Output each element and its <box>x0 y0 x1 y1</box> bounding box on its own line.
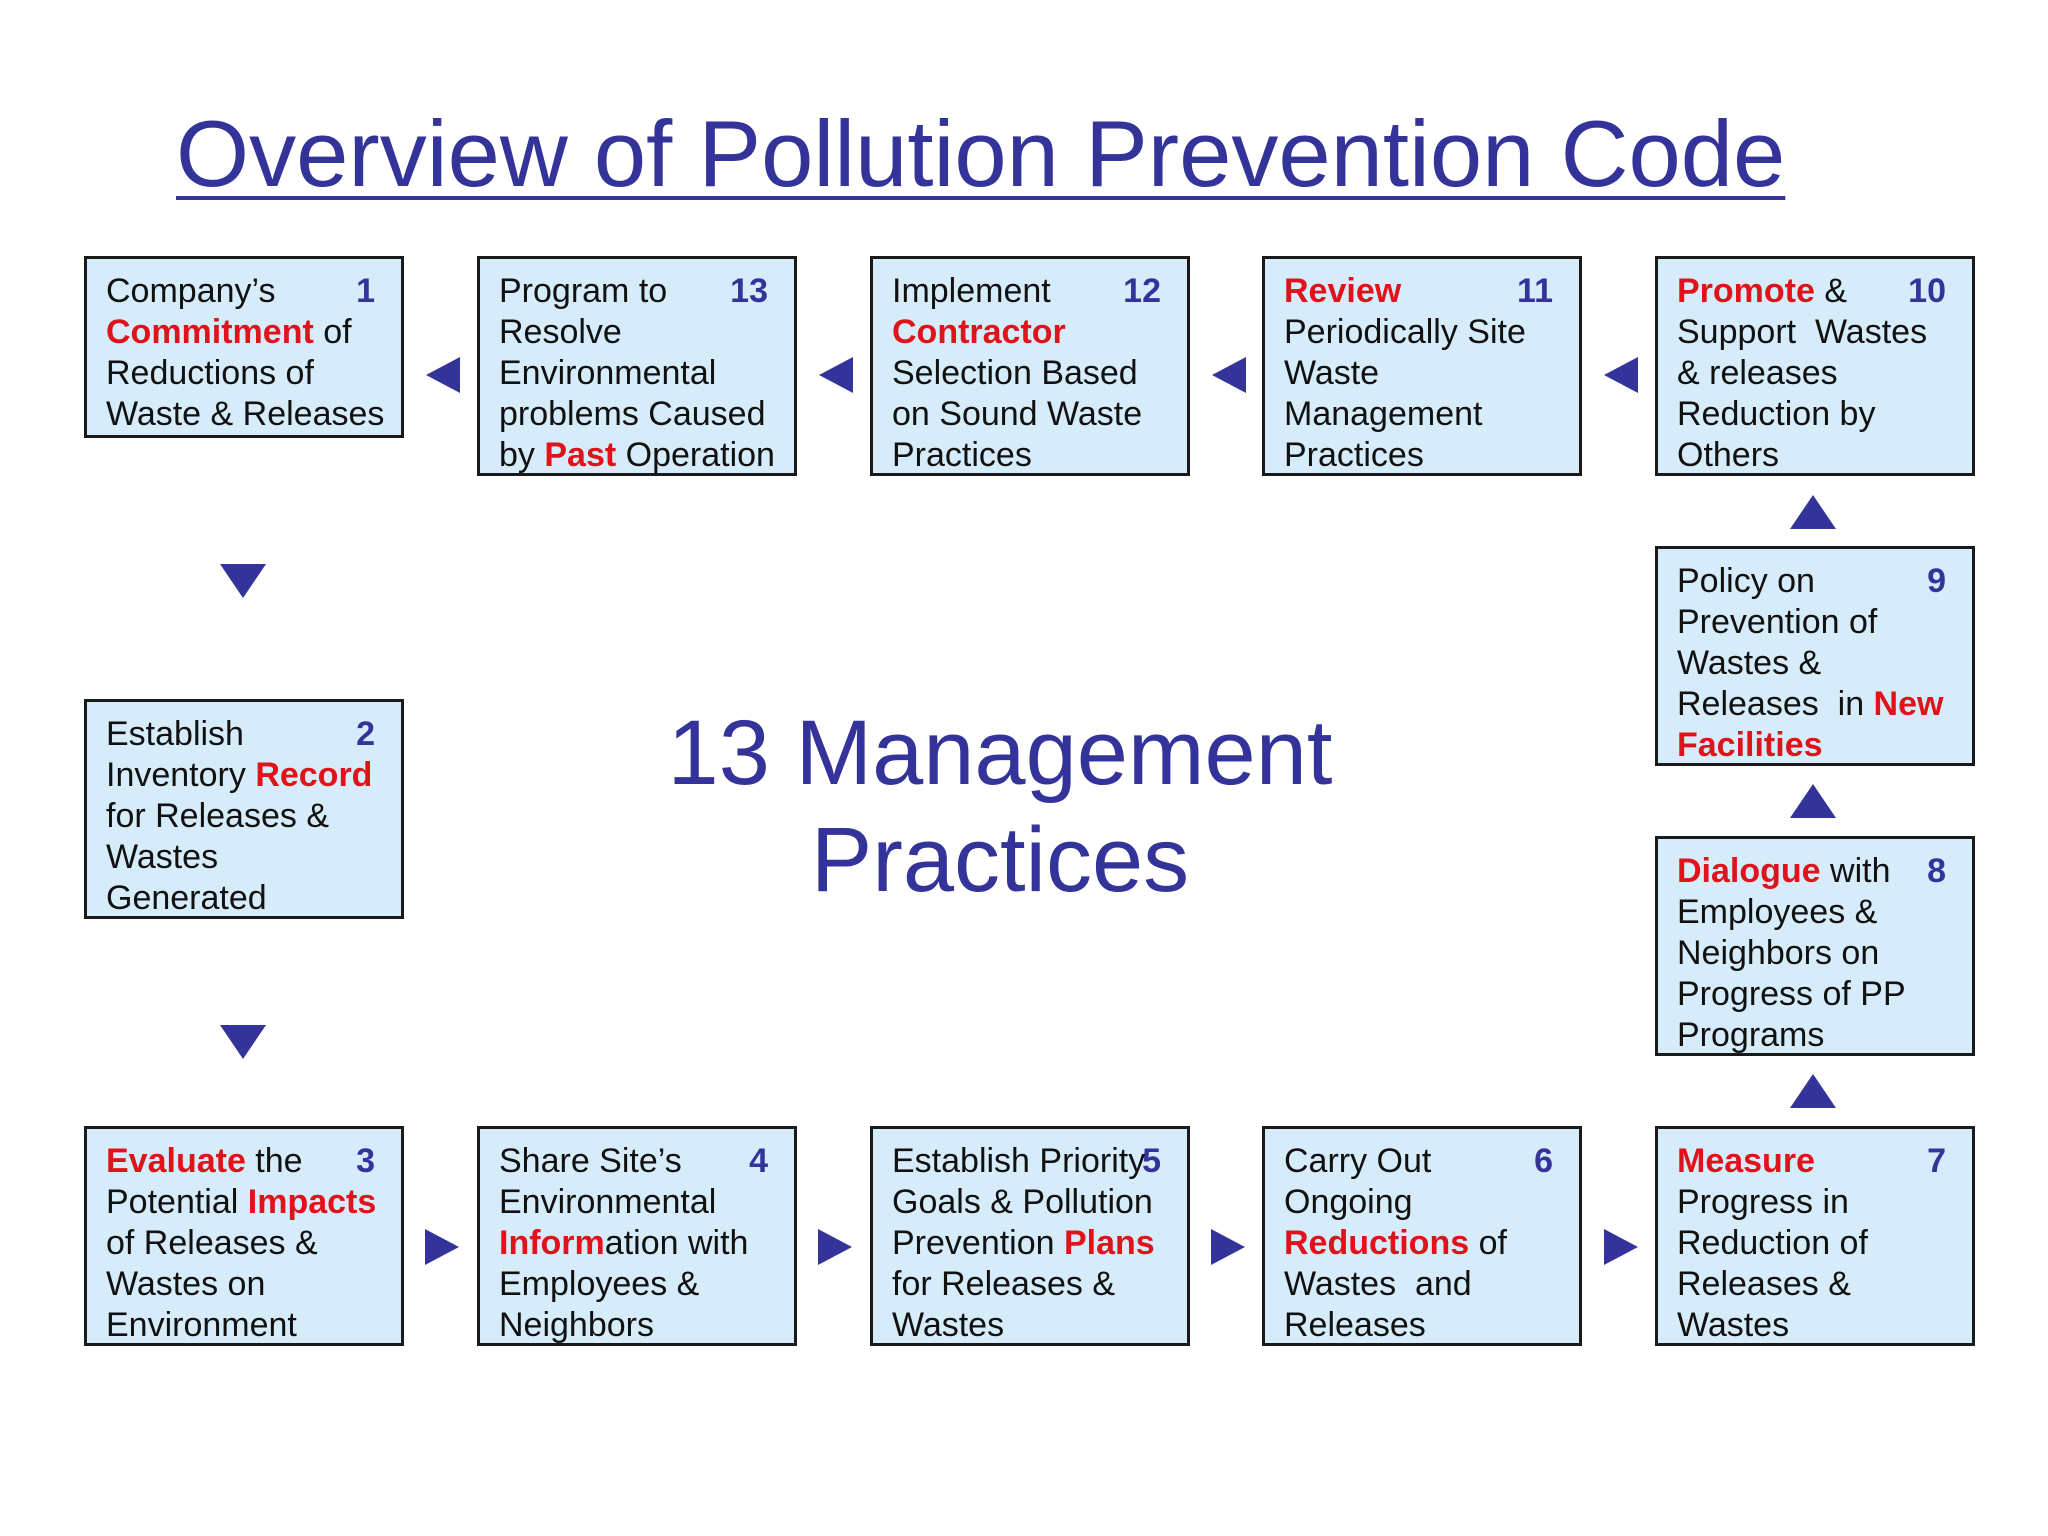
step-text-segment: Implement <box>892 272 1051 310</box>
step-text-line <box>892 1141 1179 1182</box>
step-text-line <box>499 394 786 435</box>
step-text-line <box>1677 851 1964 892</box>
step-text-line <box>892 1223 1179 1264</box>
step-text-line <box>106 1223 393 1264</box>
arrow-right-icon <box>1211 1229 1245 1265</box>
step-text-line <box>892 1182 1179 1223</box>
arrow-left-icon <box>426 357 460 393</box>
step-keyword: Plans <box>1064 1224 1155 1262</box>
step-text-line <box>106 1141 393 1182</box>
step-text-segment: Operation <box>616 436 775 474</box>
step-keyword: Contractor <box>892 313 1066 351</box>
step-box-11 <box>1262 256 1582 476</box>
step-text-line <box>106 796 393 837</box>
step-text-segment: the <box>245 1142 303 1180</box>
step-text-segment: by <box>499 436 545 474</box>
step-keyword: Facilities <box>1677 726 1823 764</box>
step-text-line <box>106 1264 393 1305</box>
step-keyword: Review <box>1284 272 1402 310</box>
step-text-segment: Program to <box>499 272 668 310</box>
step-keyword: Measure <box>1677 1142 1815 1180</box>
step-box-9 <box>1655 546 1975 766</box>
step-text-segment: Wastes on <box>106 1265 266 1303</box>
step-text-line <box>1284 1305 1571 1346</box>
step-text-segment: Potential <box>106 1183 248 1221</box>
step-keyword: Past <box>544 436 617 474</box>
step-text-segment: Selection Based <box>892 354 1138 392</box>
step-box-5 <box>870 1126 1190 1346</box>
step-text-line <box>499 1264 786 1305</box>
step-text-segment: Wastes & <box>1677 644 1822 682</box>
step-box-7 <box>1655 1126 1975 1346</box>
step-text-line <box>1677 353 1964 394</box>
step-text-line <box>892 271 1179 312</box>
step-text-line <box>499 1223 786 1264</box>
step-text-line <box>106 878 393 919</box>
step-keyword: Impacts <box>247 1183 377 1221</box>
step-text-segment: Employees & <box>499 1265 700 1303</box>
step-text-line <box>1677 725 1964 766</box>
page-title: Overview of Pollution Prevention Code <box>176 101 1786 206</box>
center-label-line-1: 13 Management <box>667 702 1333 804</box>
step-text-segment: Periodically Site <box>1284 313 1526 351</box>
step-number: 4 <box>749 1142 768 1180</box>
step-keyword: Dialogue <box>1677 852 1821 890</box>
arrow-up-icon <box>1790 495 1836 529</box>
step-number: 11 <box>1517 272 1553 310</box>
step-number: 3 <box>356 1142 375 1180</box>
step-text-line <box>499 312 786 353</box>
step-text <box>1284 1141 1571 1346</box>
step-text-line <box>1284 1141 1571 1182</box>
arrow-left-icon <box>1212 357 1246 393</box>
step-number: 2 <box>356 715 375 753</box>
step-text-segment: Reduction of <box>1677 1224 1868 1262</box>
step-text-line <box>499 1305 786 1346</box>
step-number: 8 <box>1927 852 1946 890</box>
step-text-line <box>499 1182 786 1223</box>
step-text-segment: Waste <box>1284 354 1380 392</box>
step-text-line <box>499 353 786 394</box>
step-number: 12 <box>1123 272 1161 310</box>
step-text-segment: Goals & Pollution <box>892 1183 1153 1221</box>
step-text-line <box>892 1305 1179 1346</box>
step-keyword: Reductions <box>1284 1224 1470 1262</box>
step-text-segment: Wastes and <box>1284 1265 1472 1303</box>
step-text-line <box>1677 561 1964 602</box>
step-text-segment: Releases & <box>1677 1265 1851 1303</box>
arrow-right-icon <box>425 1229 459 1265</box>
step-text-line <box>106 1182 393 1223</box>
step-text-line <box>1677 643 1964 684</box>
step-text-segment: Wastes <box>892 1306 1005 1344</box>
step-text-line <box>892 312 1179 353</box>
step-box-6 <box>1262 1126 1582 1346</box>
step-text-segment: Carry Out <box>1284 1142 1432 1180</box>
arrow-right-icon <box>1604 1229 1638 1265</box>
arrow-down-icon <box>220 564 266 598</box>
step-number: 7 <box>1927 1142 1946 1180</box>
step-text-line <box>1284 271 1571 312</box>
step-text-segment: Reduction by <box>1677 395 1876 433</box>
step-text-line <box>892 353 1179 394</box>
step-text-segment: Environmental <box>499 354 717 392</box>
step-text-line <box>106 312 393 353</box>
step-text-segment: with <box>1820 852 1891 890</box>
step-text-segment: Neighbors on <box>1677 934 1880 972</box>
step-text-segment: Releases in <box>1677 685 1874 723</box>
step-text-line <box>499 435 786 476</box>
step-text-segment: Inventory <box>106 756 256 794</box>
step-text-line <box>499 271 786 312</box>
step-text-segment: Others <box>1677 436 1780 474</box>
step-text-segment: Policy on <box>1677 562 1815 600</box>
step-text-line <box>1677 933 1964 974</box>
step-text-line <box>1284 312 1571 353</box>
step-keyword: New <box>1873 685 1944 723</box>
step-text-line <box>106 394 393 435</box>
step-text-line <box>892 394 1179 435</box>
step-keyword: Evaluate <box>106 1142 246 1180</box>
step-text-segment: Employees & <box>1677 893 1878 931</box>
step-keyword: Inform <box>499 1224 605 1262</box>
step-text-line <box>1677 684 1964 725</box>
step-keyword: Promote <box>1677 272 1815 310</box>
step-text-line <box>1677 602 1964 643</box>
arrow-up-icon <box>1790 784 1836 818</box>
step-box-8 <box>1655 836 1975 1056</box>
step-text-segment: & <box>1814 272 1848 310</box>
step-box-2 <box>84 699 404 919</box>
step-text-segment: Wastes <box>1677 1306 1790 1344</box>
step-text-segment: Prevention <box>892 1224 1064 1262</box>
step-text <box>106 1141 393 1346</box>
step-text-segment: for Releases & <box>892 1265 1115 1303</box>
step-text <box>892 271 1179 476</box>
step-number: 1 <box>356 272 375 310</box>
step-text-line <box>106 271 393 312</box>
step-text-line <box>499 1141 786 1182</box>
step-keyword: Commitment <box>106 313 314 351</box>
step-text-segment: Establish Priority <box>892 1142 1146 1180</box>
step-text-line <box>1284 1264 1571 1305</box>
step-text-segment: Practices <box>892 436 1032 474</box>
step-text-line <box>1677 271 1964 312</box>
step-text <box>1677 271 1964 476</box>
step-number: 6 <box>1534 1142 1553 1180</box>
step-text-line <box>106 755 393 796</box>
step-text-segment: Resolve <box>499 313 622 351</box>
step-text-line <box>106 714 393 755</box>
arrow-down-icon <box>220 1025 266 1059</box>
step-number: 13 <box>730 272 768 310</box>
step-text-line <box>1677 435 1964 476</box>
step-text <box>1677 561 1964 766</box>
step-text-segment: on Sound Waste <box>892 395 1143 433</box>
step-text <box>892 1141 1179 1346</box>
step-box-10 <box>1655 256 1975 476</box>
step-text-line <box>1284 1182 1571 1223</box>
step-text <box>106 271 393 435</box>
step-number: 5 <box>1142 1142 1161 1180</box>
step-text-line <box>106 353 393 394</box>
step-keyword: Record <box>255 756 373 794</box>
step-box-13 <box>477 256 797 476</box>
step-text-line <box>892 1264 1179 1305</box>
arrow-right-icon <box>818 1229 852 1265</box>
step-text-line <box>1677 1182 1964 1223</box>
step-text-segment: Establish <box>106 715 244 753</box>
step-text-segment: Progress of PP <box>1677 975 1906 1013</box>
step-text-segment: Releases <box>1284 1306 1426 1344</box>
step-text-segment: problems Caused <box>499 395 766 433</box>
step-text-segment: Progress in <box>1677 1183 1849 1221</box>
step-text-segment: Management <box>1284 395 1483 433</box>
step-text-segment: Practices <box>1284 436 1424 474</box>
step-text-segment: Waste & Releases <box>106 395 385 433</box>
arrow-left-icon <box>1604 357 1638 393</box>
step-text-segment: of <box>1469 1224 1507 1262</box>
step-text <box>1677 1141 1964 1346</box>
step-text-line <box>1677 394 1964 435</box>
step-box-12 <box>870 256 1190 476</box>
step-box-3 <box>84 1126 404 1346</box>
arrow-up-icon <box>1790 1074 1836 1108</box>
step-text-segment: Ongoing <box>1284 1183 1413 1221</box>
step-text-line <box>1677 312 1964 353</box>
step-number: 10 <box>1908 272 1946 310</box>
step-text-line <box>1677 1015 1964 1056</box>
step-text-line <box>1677 892 1964 933</box>
step-box-1 <box>84 256 404 438</box>
step-text <box>499 271 786 476</box>
step-text-line <box>1284 435 1571 476</box>
step-text-segment: Share Site’s <box>499 1142 682 1180</box>
step-text-segment: Reductions of <box>106 354 314 392</box>
step-text-segment: Environmental <box>499 1183 717 1221</box>
step-text-segment: of Releases & <box>106 1224 318 1262</box>
step-text-line <box>1677 1305 1964 1346</box>
step-text-line <box>1677 1223 1964 1264</box>
step-text <box>499 1141 786 1346</box>
step-text-line <box>892 435 1179 476</box>
step-text-segment: ation with <box>604 1224 749 1262</box>
step-text-line <box>1677 974 1964 1015</box>
step-text-segment: Wastes <box>106 838 219 876</box>
step-text-segment: Generated <box>106 879 267 917</box>
step-text-line <box>1284 1223 1571 1264</box>
step-text <box>106 714 393 919</box>
step-text-segment: Support Wastes <box>1677 313 1928 351</box>
step-text-segment: Environment <box>106 1306 297 1344</box>
step-text-segment: Programs <box>1677 1016 1825 1054</box>
step-text-line <box>1284 353 1571 394</box>
step-text-line <box>106 837 393 878</box>
step-text-segment: for Releases & <box>106 797 329 835</box>
step-box-4 <box>477 1126 797 1346</box>
step-text-line <box>1677 1264 1964 1305</box>
step-number: 9 <box>1927 562 1946 600</box>
arrow-left-icon <box>819 357 853 393</box>
step-text <box>1677 851 1964 1056</box>
center-label-line-2: Practices <box>810 808 1190 911</box>
step-text-line <box>106 1305 393 1346</box>
step-text-line <box>1677 1141 1964 1182</box>
step-text-segment: of <box>313 313 352 351</box>
center-label <box>600 700 1400 913</box>
step-text-segment: Neighbors <box>499 1306 654 1344</box>
step-text <box>1284 271 1571 476</box>
step-text-segment: Prevention of <box>1677 603 1878 641</box>
step-text-segment: Company’s <box>106 272 276 310</box>
step-text-line <box>1284 394 1571 435</box>
step-text-segment: & releases <box>1677 354 1838 392</box>
